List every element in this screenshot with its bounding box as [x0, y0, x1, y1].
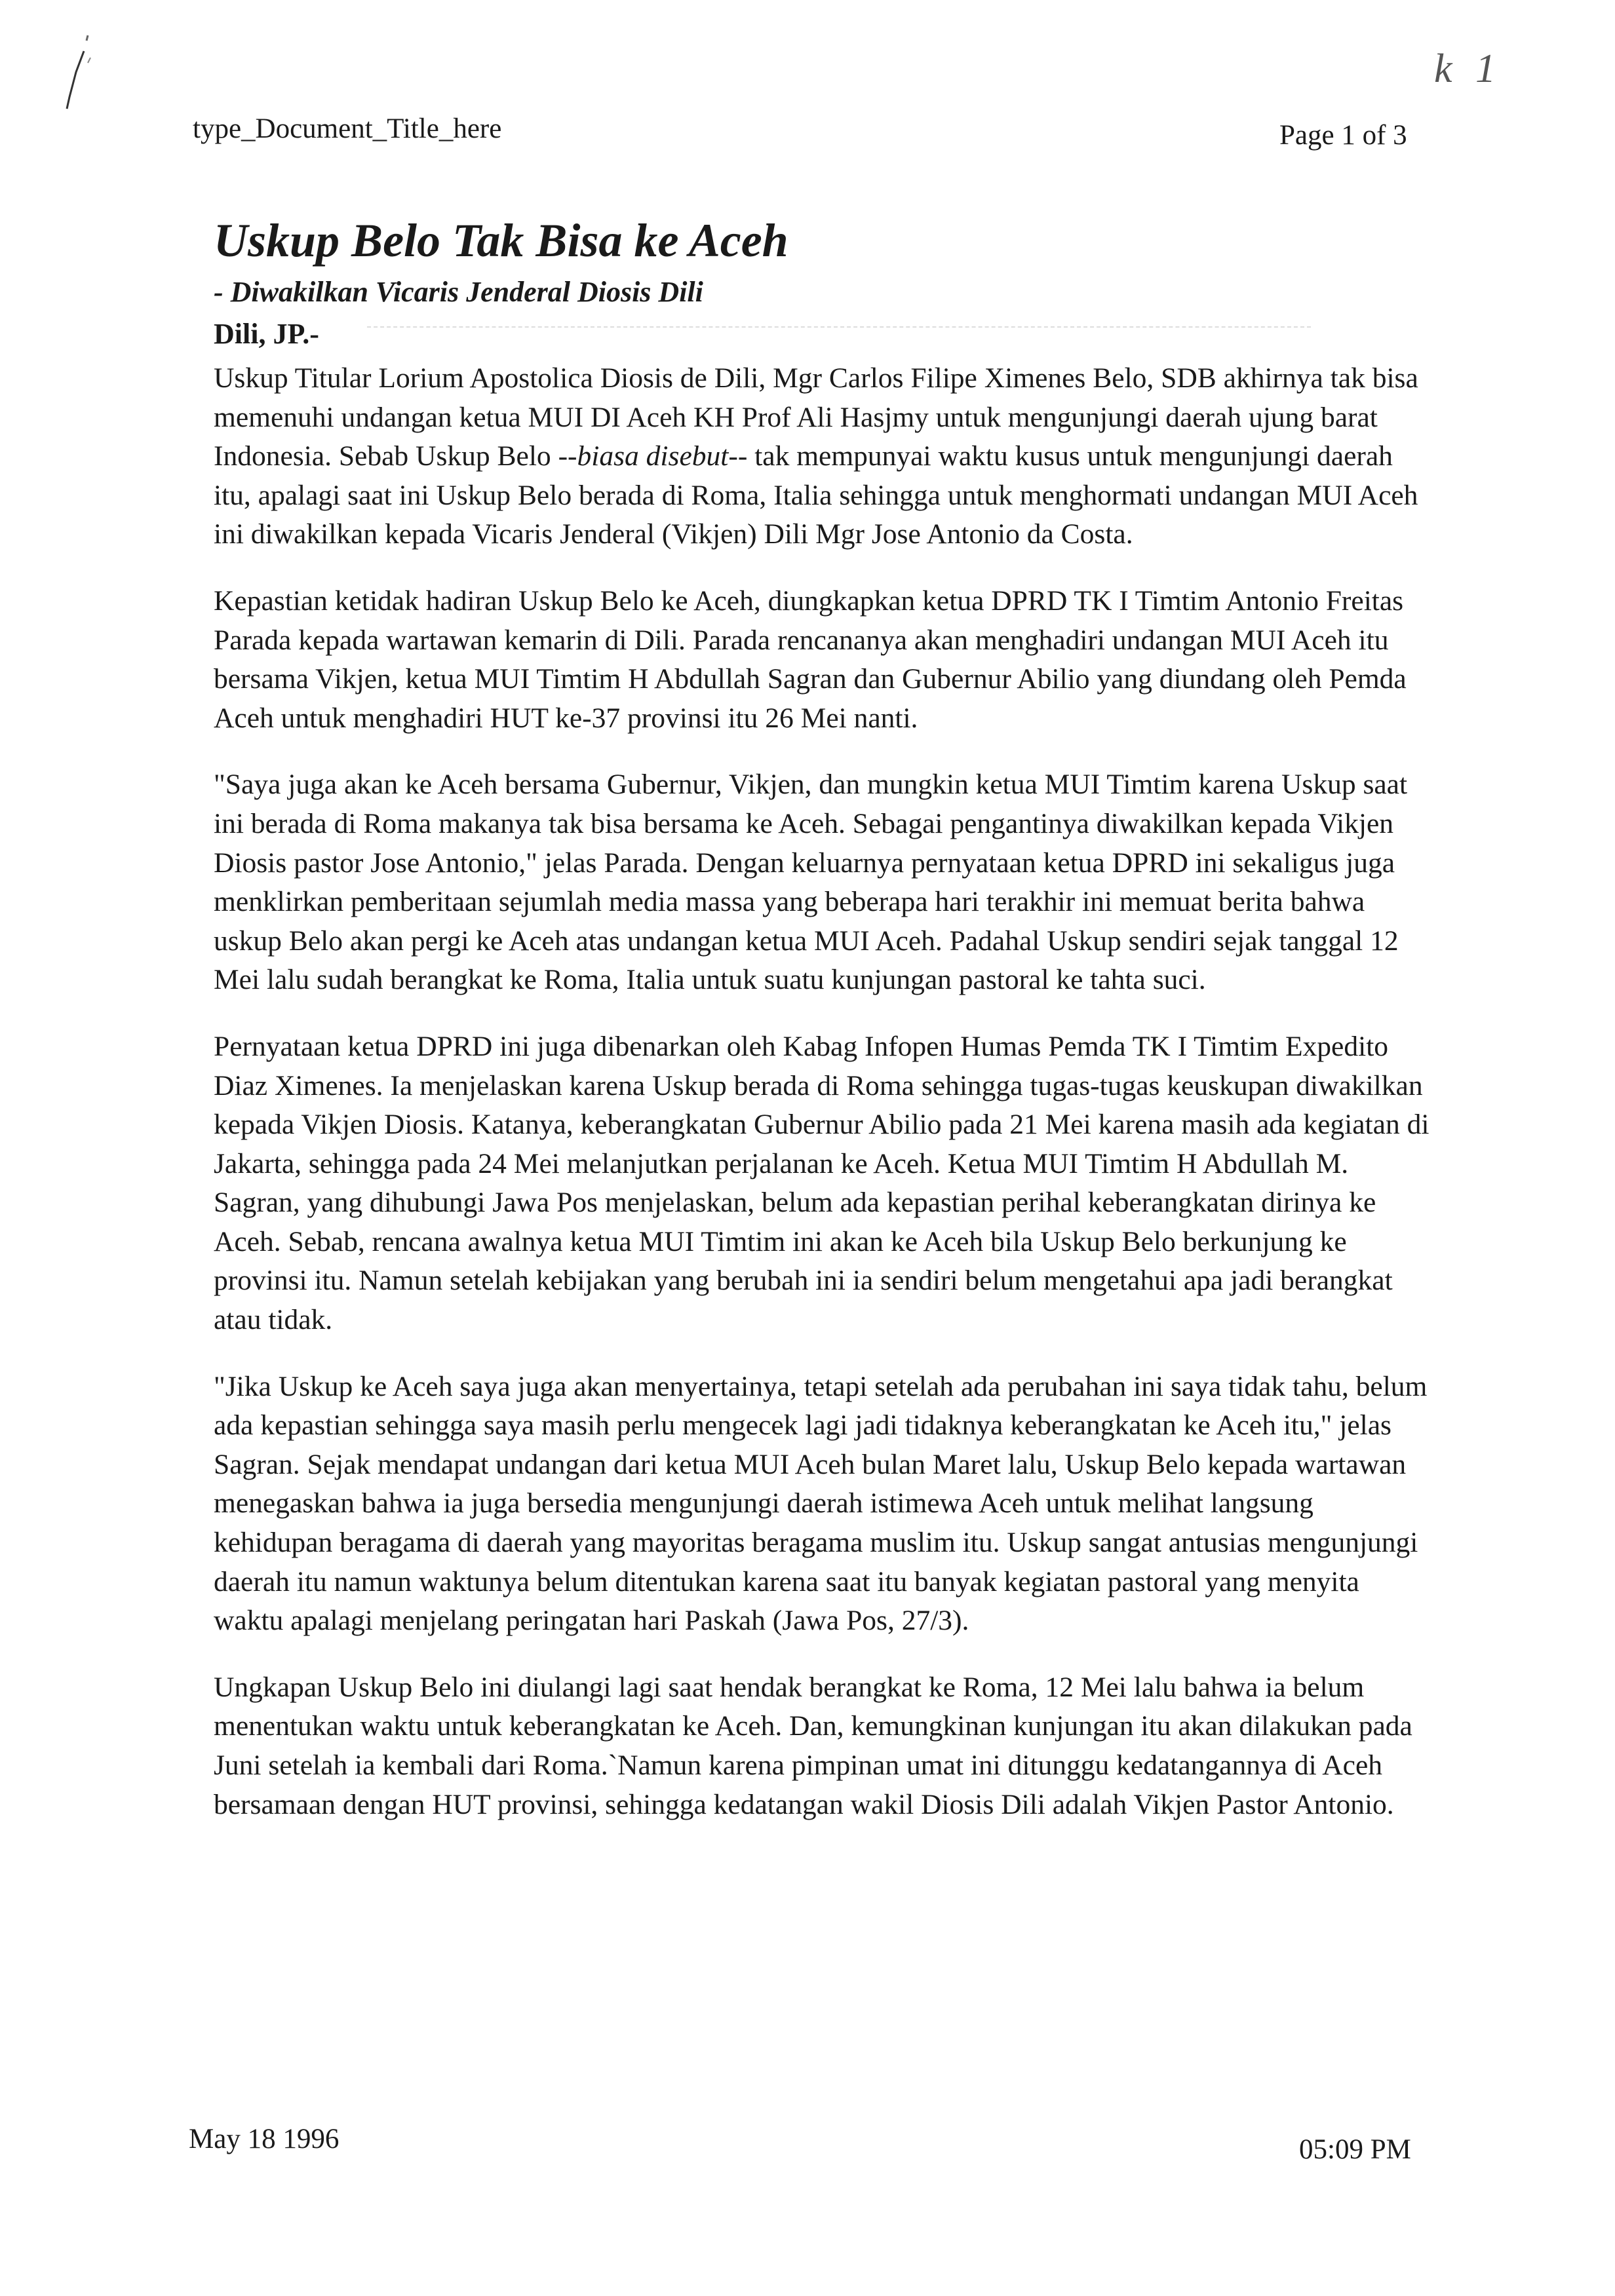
article-paragraph: [214, 359, 1433, 554]
article-title: Uskup Belo Tak Bisa ke Aceh: [214, 214, 788, 267]
article-subtitle: - Diwakilkan Vicaris Jenderal Diosis Dili: [214, 276, 703, 308]
document-title-placeholder: type_Document_Title_here: [193, 113, 502, 144]
paragraph-text: tak mempunyai waktu kusus untuk mengunjungi daerah itu, apalagi saat ini Uskup Belo berada di Roma, Italia sehingga untuk menghormati undangan MUI Aceh ini diwakilkan kepada Vicaris Jenderal (Vikjen) Dili Mgr Jose Antonio da Costa.: [214, 440, 1418, 550]
paragraph-text: Uskup Titular Lorium Apostolica Diosis de Dili, Mgr Carlos Filipe Ximenes Belo, SDB akhirnya tak bisa memenuhi undangan ketua MUI DI Aceh KH Prof Ali Hasjmy untuk mengunjungi daerah ujung barat Indonesia. Sebab Uskup Belo: [214, 362, 1418, 472]
page-number: Page 1 of 3: [1279, 120, 1407, 151]
article-body: [214, 359, 1433, 1852]
pen-stroke-mark: [47, 31, 100, 117]
handwritten-annotation: k 1: [1434, 47, 1503, 91]
article-paragraph: Pernyataan ketua DPRD ini juga dibenarkan oleh Kabag Infopen Humas Pemda TK I Timtim Expedito Diaz Ximenes. Ia menjelaskan karena Uskup berada di Roma sehingga tugas-tugas keuskupan diwakilkan kepada Vikjen Diosis. Katanya, keberangkatan Gubernur Abilio pada 21 Mei karena masih ada kegiatan di Jakarta, sehingga pada 24 Mei melanjutkan perjalanan ke Aceh. Ketua MUI Timtim H Abdullah M. Sagran, yang dihubungi Jawa Pos menjelaskan, belum ada kepastian perihal keberangkatan dirinya ke Aceh. Sebab, rencana awalnya ketua MUI Timtim ini akan ke Aceh bila Uskup Belo berkunjung ke provinsi itu. Namun setelah kebijakan yang berubah ini ia sendiri belum mengetahui apa jadi berangkat atau tidak.: [214, 1030, 1430, 1336]
scan-artifact-rule: [367, 326, 1311, 328]
article-paragraph: Kepastian ketidak hadiran Uskup Belo ke Aceh, diungkapkan ketua DPRD TK I Timtim Antonio Freitas Parada kepada wartawan kemarin di Dili. Parada rencananya akan menghadiri undangan MUI Aceh itu bersama Vikjen, ketua MUI Timtim H Abdullah Sagran dan Gubernur Abilio yang diundang oleh Pemda Aceh untuk menghadiri HUT ke-37 provinsi itu 26 Mei nanti.: [214, 584, 1407, 734]
article-paragraph: "Saya juga akan ke Aceh bersama Gubernur, Vikjen, dan mungkin ketua MUI Timtim karena Uskup saat ini berada di Roma makanya tak bisa bersama ke Aceh. Sebagai pengantinya diwakilkan kepada Vikjen Diosis pastor Jose Antonio," jelas Parada. Dengan keluarnya pernyataan ketua DPRD ini sekaligus juga menklirkan pemberitaan sejumlah media massa yang beberapa hari terakhir ini memuat berita bahwa uskup Belo akan pergi ke Aceh atas undangan ketua MUI Aceh. Padahal Uskup sendiri sejak tanggal 12 Mei lalu sudah berangkat ke Roma, Italia untuk suatu kunjungan pastoral ke tahta suci.: [214, 769, 1408, 996]
article-paragraph: Ungkapan Uskup Belo ini diulangi lagi saat hendak berangkat ke Roma, 12 Mei lalu bahwa ia belum menentukan waktu untuk keberangkatan ke Aceh. Dan, kemungkinan kunjungan itu akan dilakukan pada Juni setelah ia kembali dari Roma.`Namun karena pimpinan umat ini ditunggu kedatangannya di Aceh bersamaan dengan HUT provinsi, sehingga kedatangan wakil Diosis Dili adalah Vikjen Pastor Antonio.: [214, 1671, 1412, 1820]
footer-date: May 18 1996: [189, 2124, 340, 2154]
article-dateline: Dili, JP.-: [214, 318, 319, 350]
italic-aside: --biasa disebut--: [558, 440, 748, 472]
footer-time: 05:09 PM: [1299, 2134, 1411, 2165]
article-paragraph: "Jika Uskup ke Aceh saya juga akan menyertainya, tetapi setelah ada perubahan ini saya tidak tahu, belum ada kepastian sehingga saya masih perlu mengecek lagi jadi tidaknya keberangkatan ke Aceh itu," jelas Sagran. Sejak mendapat undangan dari ketua MUI Aceh bulan Maret lalu, Uskup Belo kepada wartawan menegaskan bahwa ia juga bersedia mengunjungi daerah istimewa Aceh untuk melihat langsung kehidupan beragama di daerah yang mayoritas beragama muslim itu. Uskup sangat antusias mengunjungi daerah itu namun waktunya belum ditentukan karena saat itu banyak kegiatan pastoral yang menyita waktu apalagi menjelang peringatan hari Paskah (Jawa Pos, 27/3).: [214, 1370, 1428, 1637]
